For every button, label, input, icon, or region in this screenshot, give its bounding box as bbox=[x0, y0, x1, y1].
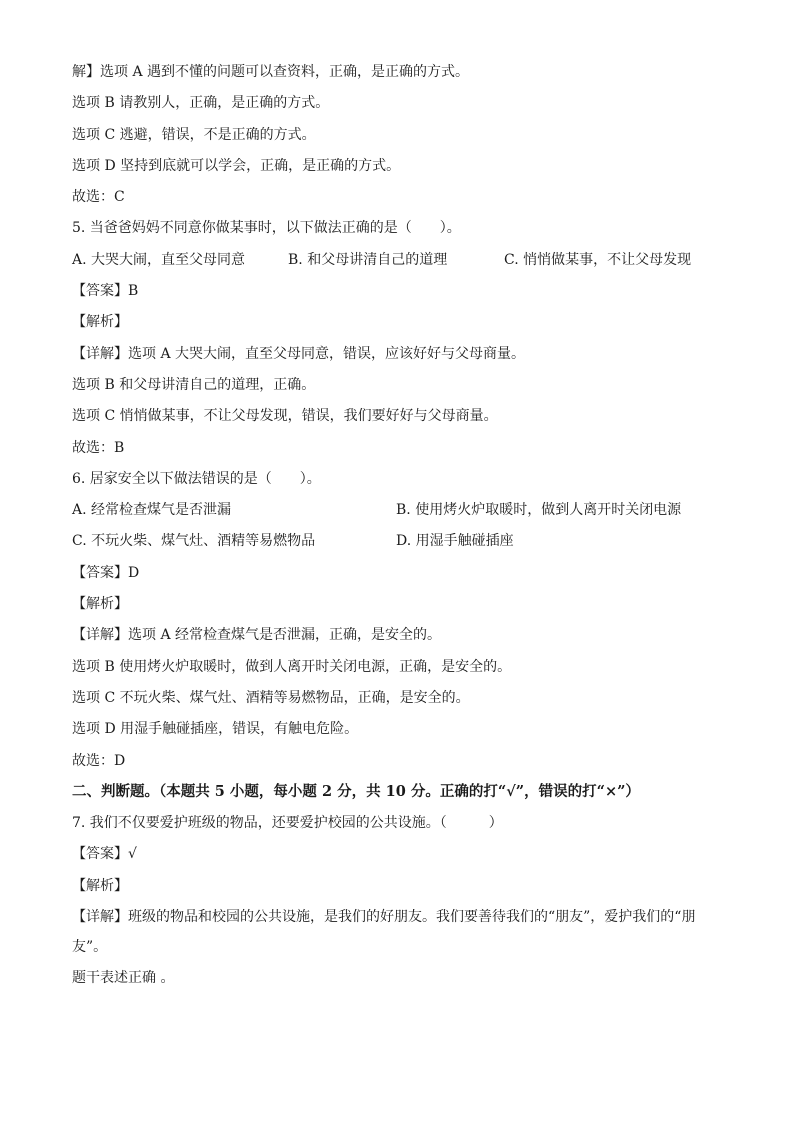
detail-paragraph: 【详解】班级的物品和校园的公共设施，是我们的好朋友。我们要善待我们的“朋友”，爱护我们的“朋友”。 bbox=[72, 909, 696, 956]
answer-label: 【答案】√ bbox=[72, 846, 137, 863]
explanation-line: 解】选项 A 遇到不懂的问题可以查资料，正确，是正确的方式。 bbox=[72, 64, 470, 80]
option-b: B. 使用烤火炉取暖时，做到人离开时关闭电源 bbox=[396, 502, 682, 519]
explanation-line: 选项 C 逃避，错误，不是正确的方式。 bbox=[72, 126, 316, 143]
question-6-options-row1 bbox=[72, 500, 722, 520]
question-5-options bbox=[72, 250, 722, 270]
answer-label: 【答案】B bbox=[72, 283, 139, 300]
option-c: C. 悄悄做某事，不让父母发现 bbox=[504, 251, 692, 268]
option-d: D. 用湿手触碰插座 bbox=[396, 533, 514, 550]
analysis-label: 【解析】 bbox=[72, 877, 128, 894]
option-b: B. 和父母讲清自己的道理 bbox=[288, 251, 448, 268]
detail-line: 选项 C 悄悄做某事，不让父母发现，错误，我们要好好与父母商量。 bbox=[72, 408, 498, 425]
detail-line: 【详解】选项 A 大哭大闹，直至父母同意，错误，应该好好与父母商量。 bbox=[72, 345, 526, 362]
question-6-options-row2 bbox=[72, 531, 722, 551]
conclusion-line: 题干表述正确 。 bbox=[72, 970, 175, 987]
question-7-stem: 7. 我们不仅要爱护班级的物品，还要爱护校园的公共设施。（ ） bbox=[72, 815, 503, 832]
choice-line: 故选：B bbox=[72, 439, 125, 456]
section-2-title: 二、判断题。（本题共 5 小题，每小题 2 分，共 10 分。正确的打“√”，错误的打“×”） bbox=[72, 782, 640, 800]
choice-line: 故选：C bbox=[72, 189, 125, 206]
explanation-line: 选项 D 坚持到底就可以学会，正确，是正确的方式。 bbox=[72, 157, 401, 174]
detail-line: 【详解】选项 A 经常检查煤气是否泄漏，正确，是安全的。 bbox=[72, 627, 442, 644]
detail-line: 选项 B 和父母讲清自己的道理，正确。 bbox=[72, 376, 316, 393]
question-5-stem: 5. 当爸爸妈妈不同意你做某事时，以下做法正确的是（ ）。 bbox=[72, 220, 461, 237]
detail-line: 选项 D 用湿手触碰插座，错误，有触电危险。 bbox=[72, 721, 359, 738]
option-c: C. 不玩火柴、煤气灶、酒精等易燃物品 bbox=[72, 533, 316, 550]
analysis-label: 【解析】 bbox=[72, 596, 128, 613]
document-page bbox=[72, 62, 722, 999]
question-6-stem: 6. 居家安全以下做法错误的是（ ）。 bbox=[72, 470, 321, 487]
detail-line: 选项 B 使用烤火炉取暖时，做到人离开时关闭电源，正确，是安全的。 bbox=[72, 658, 512, 675]
explanation-line: 选项 B 请教别人，正确，是正确的方式。 bbox=[72, 95, 330, 112]
option-a: A. 大哭大闹，直至父母同意 bbox=[72, 251, 246, 268]
choice-line: 故选：D bbox=[72, 752, 126, 769]
option-a: A. 经常检查煤气是否泄漏 bbox=[72, 502, 232, 519]
answer-label: 【答案】D bbox=[72, 564, 140, 581]
analysis-label: 【解析】 bbox=[72, 314, 128, 331]
detail-line: 选项 C 不玩火柴、煤气灶、酒精等易燃物品，正确，是安全的。 bbox=[72, 689, 470, 706]
